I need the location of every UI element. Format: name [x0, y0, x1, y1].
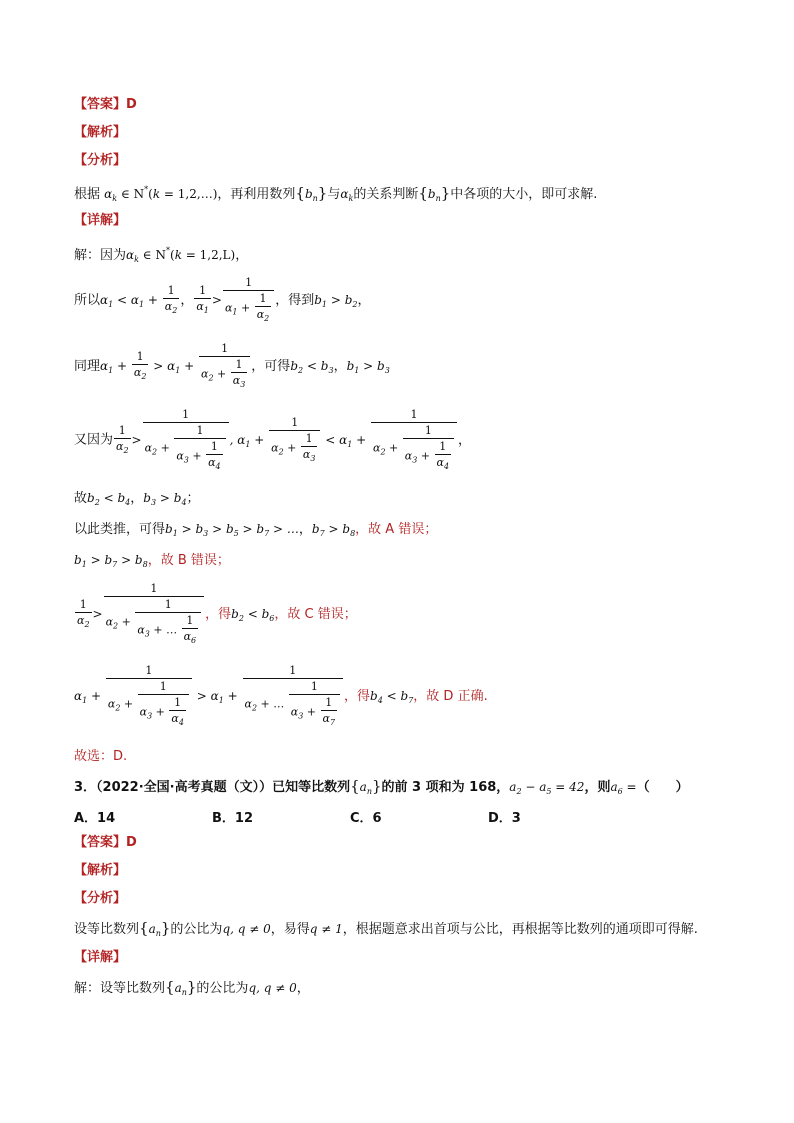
option-c: C．6	[350, 811, 382, 826]
option-b: B．12	[212, 811, 253, 826]
fenxi-tag-2: 【分析】	[74, 891, 127, 906]
solution2-line-1: 解：设等比数列$\{a_n\}$的公比为q, q ≠ 0，	[74, 978, 310, 997]
fenxi-text: 根据 $\alpha_k$ ∈ N*(k = 1,2,…)，再利用数列$\{b_n\}$与$\alpha_k$的关系判断$\{b_n\}$中各项的大小，即可求解.	[74, 184, 598, 203]
solution-line-4: 又因为 $\frac{1}{\alpha_2}$ > 1 $\alpha_2$ + 1 $\alpha_3$ + $\frac{1}{\alpha_4}$ , $\alpha_1$ + 1 $\alpha_2$ + $\frac{1}{\alpha_3}$ < $\alpha_1$ + 1 $\alpha_2$ + 1 $\alpha_3$ + $\frac{1}{\alpha_4}$ ，	[74, 408, 472, 471]
solution-line-6: 以此类推，可得$b_1 > b_3 > b_5 > b_7$ > …，$b_7 > b_8$，故 A 错误；	[74, 522, 438, 538]
fenxi-tag: 【分析】	[74, 153, 127, 168]
answer-tag: 【答案】	[74, 97, 127, 112]
answer-line	[74, 96, 137, 114]
question-3: 3．（2022·全国·高考真题（文））已知等比数列$\{a_n\}$的前 3 项和为 168，$a_2 - a_5 = 42$，则$a_6$ =（ ）	[74, 777, 689, 796]
solution-conclusion: 故选：D.	[74, 749, 128, 764]
detail-tag-2: 【详解】	[74, 950, 127, 965]
solution-line-8: $\frac{1}{\alpha_2}$ > 1 $\alpha_2$ + 1 $\alpha_3$ + … $\frac{1}{\alpha_6}$ ，得$b_2 < b_6$，故 C 错误；	[77, 582, 357, 645]
option-a: A．14	[74, 811, 116, 826]
solution-line-3: 同理$\alpha_1$ + $\frac{1}{\alpha_2}$ > $\alpha_1$ + 1 $\alpha_2$ + $\frac{1}{\alpha_3}$ ，可得$b_2 < b_3$，$b_1 > b_3$	[74, 342, 390, 389]
solution-line-5: 故$b_2 < b_4$，$b_3 > b_4$；	[74, 491, 200, 507]
solution-line-9: $\alpha_1$ + 1 $\alpha_2$ + 1 $\alpha_3$ + $\frac{1}{\alpha_4}$ > $\alpha_1$ + 1 $\alpha_2$ + … 1 $\alpha_3$ + $\frac{1}{\alpha_7}$ ，得$b_4 < b_7$，故 D 正确.	[74, 664, 488, 727]
solution-line-2: 所以$\alpha_1 < \alpha_1$ + $\frac{1}{\alpha_2}$ ， $\frac{1}{\alpha_1}$ > 1 $\alpha_1$ + $\frac{1}{\alpha_2}$ ，得到$b_1 > b_2$，	[74, 276, 371, 323]
answer-value: D	[126, 97, 137, 112]
detail-tag: 【详解】	[74, 213, 127, 228]
analysis-tag-2: 【解析】	[74, 863, 127, 878]
fenxi-text-2: 设等比数列$\{a_n\}$的公比为q, q ≠ 0，易得q ≠ 1，根据题意求出首项与公比，再根据等比数列的通项即可得解.	[74, 919, 698, 938]
solution-line-1: 解：因为$\alpha_k$ ∈ N*(k = 1,2,L)，	[74, 246, 249, 264]
analysis-tag: 【解析】	[74, 125, 127, 140]
answer-line-2: 【答案】D	[74, 835, 137, 850]
solution-line-7: $b_1 > b_7 > b_8$，故 B 错误；	[74, 553, 230, 569]
option-d: D．3	[488, 811, 521, 826]
